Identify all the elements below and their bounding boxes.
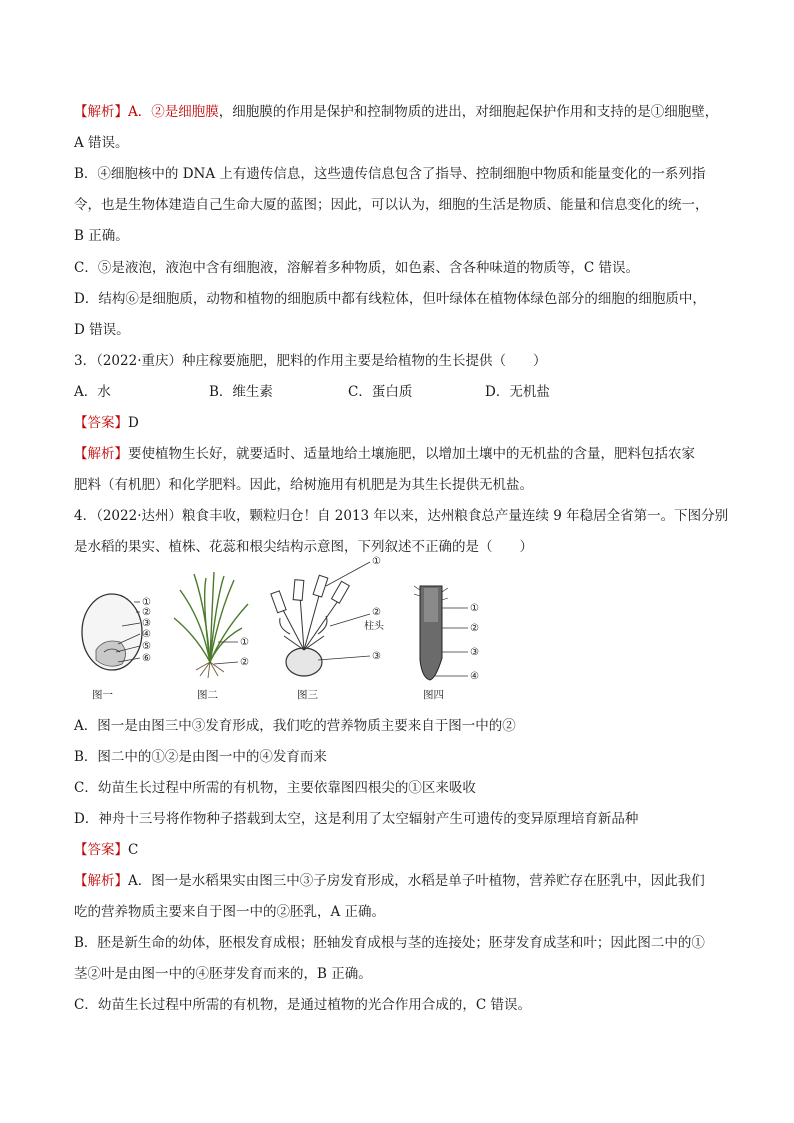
q3-analysis-line1 xyxy=(74,444,695,464)
q4-analysis-head: 【解析】 xyxy=(74,873,128,889)
q3-option-a: A．水 xyxy=(74,384,111,400)
q4-analysis-a1-text: A．图一是水稻果实由图三中③子房发育形成，水稻是单子叶植物，营养贮存在胚乳中，因此我们 xyxy=(128,873,705,889)
fig1-label-1: ① xyxy=(142,597,151,608)
q4-analysis-a2: 吃的营养物质主要来自于图一中的②胚乳，A 正确。 xyxy=(74,904,386,920)
fig1-caption: 图一 xyxy=(92,689,113,701)
q3-option-c: C．蛋白质 xyxy=(348,384,413,400)
fig1-label-6: ⑥ xyxy=(142,653,151,664)
fig1-label-2: ② xyxy=(142,607,151,618)
q3-option-d: D．无机盐 xyxy=(485,384,550,400)
analysis-line xyxy=(74,102,718,122)
fig1-label-5: ⑤ xyxy=(142,641,151,652)
fig3-label-2: ② xyxy=(372,607,381,618)
q4-answer-line xyxy=(74,840,138,860)
root-tip-figure xyxy=(414,582,474,684)
q4-option-b: B．图二中的①②是由图一中的④发育而来 xyxy=(74,749,327,765)
fig1-label-3: ③ xyxy=(142,618,151,629)
q4-stem-line2: 是水稻的果实、植株、花蕊和根尖结构示意图，下列叙述不正确的是（ ） xyxy=(74,539,533,555)
q4-analysis-b1: B．胚是新生命的幼体，胚根发育成根；胚轴发育成根与茎的连接处；胚芽发育成茎和叶；因此图二中的① xyxy=(74,935,705,951)
analysis-b-line2: 令，也是生物体建造自己生命大厦的蓝图；因此，可以认为，细胞的生活是物质、能量和信息变化的统一， xyxy=(74,197,709,213)
q3-stem: 3．（2022·重庆）种庄稼要施肥，肥料的作用主要是给植物的生长提供（ ） xyxy=(74,353,547,369)
analysis-d-line2: D 错误。 xyxy=(74,322,130,338)
analysis-c-line1: C．⑤是液泡，液泡中含有细胞液，溶解着多种物质，如色素、含各种味道的物质等，C 错误。 xyxy=(74,260,639,276)
q3-option-b: B．维生素 xyxy=(209,384,273,400)
fig4-label-4: ④ xyxy=(470,671,479,682)
rice-flower-figure xyxy=(260,556,380,684)
analysis-a-line2: A 错误。 xyxy=(74,135,129,151)
fig4-label-3: ③ xyxy=(470,647,479,658)
fig3-label-stigma: 柱头 xyxy=(364,621,384,632)
q4-option-a: A．图一是由图三中③发育形成，我们吃的营养物质主要来自于图一中的② xyxy=(74,718,516,734)
q3-analysis-line2: 肥料（有机肥）和化学肥料。因此，给树施用有机肥是为其生长提供无机盐。 xyxy=(74,477,533,493)
q3-analysis-text1: 要使植物生长好，就要适时、适量地给土壤施肥，以增加土壤中的无机盐的含量，肥料包括农家 xyxy=(128,446,695,462)
q4-option-c: C．幼苗生长过程中所需的有机物，主要依靠图四根尖的①区来吸收 xyxy=(74,780,476,796)
fig1-label-4: ④ xyxy=(142,629,151,640)
q4-answer-head: 【答案】 xyxy=(74,842,128,858)
q3-analysis-head: 【解析】 xyxy=(74,446,128,462)
analysis-d-line1: D．结构⑥是细胞质，动物和植物的细胞质中都有线粒体，但叶绿体在植物体绿色部分的细胞的细胞质中， xyxy=(74,291,706,307)
q3-answer: D xyxy=(128,415,139,431)
analysis-b-line3: B 正确。 xyxy=(74,228,129,244)
q4-analysis-a1 xyxy=(74,871,705,891)
fig4-label-1: ① xyxy=(470,603,479,614)
q4-analysis-c1: C．幼苗生长过程中所需的有机物，是通过植物的光合作用合成的，C 错误。 xyxy=(74,997,531,1013)
fig3-caption: 图三 xyxy=(297,689,318,701)
analysis-head: 【解析】 xyxy=(74,104,128,120)
fig2-caption: 图二 xyxy=(197,689,218,701)
q4-analysis-b2: 茎②叶是由图一中的④胚芽发育而来的，B 正确。 xyxy=(74,966,372,982)
analysis-a-prefix: A．②是细胞膜 xyxy=(128,104,219,120)
fig4-label-2: ② xyxy=(470,623,479,634)
q4-stem-line1: 4．（2022·达州）粮食丰收，颗粒归仓！自 2013 年以来，达州粮食总产量连续 9 年稳居全省第一。下图分别 xyxy=(74,508,729,524)
analysis-a-rest: ，细胞膜的作用是保护和控制物质的进出，对细胞起保护作用和支持的是①细胞壁， xyxy=(218,104,719,120)
fig2-label-1: ① xyxy=(240,637,249,648)
fig3-label-1: ① xyxy=(372,556,381,567)
fig4-caption: 图四 xyxy=(423,689,444,701)
q3-answer-head: 【答案】 xyxy=(74,415,128,431)
q4-option-d: D．神舟十三号将作物种子搭载到太空，这是利用了太空辐射产生可遗传的变异原理培育新品种 xyxy=(74,811,639,827)
q3-answer-line xyxy=(74,413,139,433)
fig3-label-3: ③ xyxy=(372,651,381,662)
fig2-label-2: ② xyxy=(240,657,249,668)
q4-answer: C xyxy=(128,842,139,858)
analysis-b-line1: B．④细胞核中的 DNA 上有遗传信息，这些遗传信息包含了指导、控制细胞中物质和能量变化的一系列指 xyxy=(74,166,706,182)
